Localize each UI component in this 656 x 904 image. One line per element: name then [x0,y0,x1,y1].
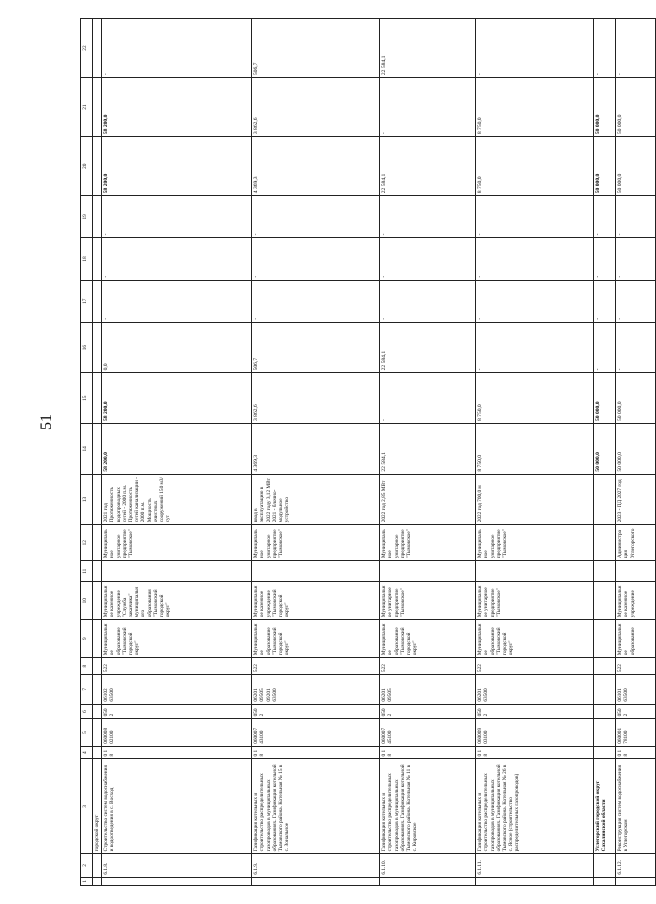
table-cell: 50 000,0 [594,373,616,424]
column-header: 21 [81,78,93,137]
table-cell [594,719,616,746]
table-cell: - [594,19,616,78]
table-cell [380,561,476,582]
table-cell: 050 2 [616,704,656,719]
table-cell: - [616,238,656,280]
table-cell: 522 [616,658,656,675]
column-header: 2 [81,854,93,877]
table-cell: - [102,238,252,280]
table-cell: 3 862,6 [252,373,380,424]
table-cell: 06201 09505 09201 63500 [252,675,380,705]
table-cell: - [252,238,380,280]
column-header: 19 [81,196,93,238]
column-header: 22 [81,19,93,78]
table-cell: 22 584,1 [380,19,476,78]
table-row [616,19,656,886]
table-cell: - [476,196,594,238]
table-cell: 50 000,0 [594,424,616,475]
table-cell: 6.1.9. [252,854,380,877]
table-cell: Газификация котельных и строительство распределительных газопроводов в муниципальных образованиях. Газификация котельной Тымовского района. Котельная № 11 в с. Кировское [380,759,476,854]
table-cell: - [616,280,656,322]
table-cell: - [616,19,656,78]
table-cell: Муниципальное образование "Тымовский городской округ" [252,620,380,658]
table-cell: - [380,373,476,424]
table-cell: Реконструкция систем водоснабжения в Углегорском [616,759,656,854]
table-cell: 50 000,0 [616,137,656,196]
table-cell: 06102 63500 [102,675,252,705]
table-cell: - [476,280,594,322]
table-cell [476,877,594,885]
column-header: 4 [81,746,93,759]
table-cell: Муниципальное образование "Тымовский городской округ" [102,620,252,658]
table-cell: Углегорский городской округ Сахалинской области [594,759,616,854]
table-cell: Муниципальное унитарное предприятие "Тымовское" [102,525,252,561]
table-cell: 506,7 [252,322,380,373]
table-cell [252,561,380,582]
table-body [102,19,656,886]
section-header-row [93,19,102,886]
table-cell: Газификация котельных и строительство распределительных газопроводов в муниципальных образованиях. Газификация котельной Тымовского района. Котельная № 26 в с. Ясное (строительство распределительных газопроводов) [476,759,594,854]
table-cell [594,561,616,582]
table-cell: 2022 год 2,85 МВт [380,474,476,525]
table-cell: 050 2 [102,704,252,719]
table-cell: Муниципальное унитарное предприятие "Тымовское" [380,525,476,561]
table-cell [594,854,616,877]
table-cell: 6.1.8. [102,854,252,877]
table-cell: 522 [476,658,594,675]
table-cell: - [476,322,594,373]
table-row [102,19,252,886]
table-cell: 58 200,0 [102,78,252,137]
column-header: 15 [81,373,93,424]
table-cell: - [102,19,252,78]
table-cell: 2021 год Протяженность водопроводных сетей - 2000 п.м. Протяженность сетей канализации - 2000 п.м. Мощность очистных сооружений 150 м3/сут [102,474,252,525]
table-cell: 0,0 [102,322,252,373]
table-cell [594,474,616,525]
column-header: 8 [81,658,93,675]
table-cell: 506,7 [252,19,380,78]
table-cell: 22 584,1 [380,137,476,196]
table-cell: - [380,78,476,137]
table-cell: - [380,196,476,238]
table-cell: 0 1 8 [616,746,656,759]
table-cell: - [476,19,594,78]
table-cell: Муниципальное казенное учреждение [616,582,656,620]
table-cell: 58 200,0 [102,137,252,196]
table-cell: 0 1 8 [476,746,594,759]
column-header: 10 [81,582,93,620]
column-header: 12 [81,525,93,561]
table-cell: 50 000,0 [594,78,616,137]
table-cell: 6.1.12. [616,854,656,877]
table-cell: ввод в эксплуатацию в 2022 году 3,12 МВт 2021 - блочно-модульное устройство [252,474,380,525]
table-cell: 050 2 [476,704,594,719]
table-cell: 2023 - ПД 2027 год [616,474,656,525]
table-cell: 0 1 8 [252,746,380,759]
table-cell: - [476,238,594,280]
table-cell [594,525,616,561]
table-cell: - [102,196,252,238]
table-cell: 06201 09505 [380,675,476,705]
table-cell: 58 200,0 [102,424,252,475]
table-cell [594,746,616,759]
table-cell: 0 1 8 [102,746,252,759]
table-cell: Муниципальное унитарное предприятие "Тымовское" [476,525,594,561]
column-number-row [81,19,93,886]
table-cell: Муниципальное унитарное предприятие "Тымовское" [380,582,476,620]
table-cell: 22 584,1 [380,322,476,373]
column-header: 5 [81,719,93,746]
table-cell: - [380,280,476,322]
table-cell: 0 1 8 [380,746,476,759]
table-cell: - [102,280,252,322]
column-header: 9 [81,620,93,658]
table-cell: 060009 03100 [476,719,594,746]
column-header: 18 [81,238,93,280]
table-cell: - [594,322,616,373]
table-cell [380,877,476,885]
column-header: 16 [81,322,93,373]
table-cell: - [594,196,616,238]
table-cell: 06201 63500 [476,675,594,705]
table-cell: 58 200,0 [102,373,252,424]
table-cell: 2022 год 700,0 м [476,474,594,525]
table-cell: 50 000,0 [594,137,616,196]
table-cell: 50 000,0 [616,424,656,475]
column-header: 14 [81,424,93,475]
table-cell: Газификация котельных и строительство распределительных газопроводов в муниципальных образованиях. Газификация котельной Тымовского района. Котельная № 15 в с. Зональное [252,759,380,854]
table-cell: Муниципальное казенное учреждение "Тымовский городской округ" [252,582,380,620]
table-cell: Муниципальное образование "Тымовский городской округ" [380,620,476,658]
table-cell: 060008 02100 [102,719,252,746]
column-header: 1 [81,877,93,885]
table-cell: 3 862,6 [252,78,380,137]
table-cell: 50 000,0 [616,373,656,424]
table-cell: 6.1.10. [380,854,476,877]
table-cell [616,877,656,885]
table-cell: 060001 78100 [616,719,656,746]
page-number: 51 [38,414,55,430]
table-cell [102,877,252,885]
table-cell: 6.1.11. [476,854,594,877]
table-row [380,19,476,886]
column-header: 20 [81,137,93,196]
column-header: 6 [81,704,93,719]
table-cell [476,561,594,582]
column-header: 13 [81,474,93,525]
table-cell [594,658,616,675]
table-cell: 522 [380,658,476,675]
table-cell: - [252,280,380,322]
section-title: городской округ [93,759,102,854]
data-table [80,18,656,886]
table-cell: Муниципальное унитарное предприятие "Тымовское" [252,525,380,561]
table-row [476,19,594,886]
table-cell: Администрация Углегорского [616,525,656,561]
table-cell [102,561,252,582]
table-cell: 050 2 [252,704,380,719]
column-header: 7 [81,675,93,705]
table-cell: Муниципальное образование "Тымовский городской округ" [476,620,594,658]
table-cell: 4 369,3 [252,424,380,475]
table-cell [594,877,616,885]
table-cell: 060007 45100 [380,719,476,746]
table-cell: Муниципальное образование [616,620,656,658]
table-cell: - [252,196,380,238]
table-cell: - [594,238,616,280]
table-cell: - [594,280,616,322]
table-cell: - [616,322,656,373]
table-row [594,19,616,886]
table-cell [252,877,380,885]
table-cell: 8 750,0 [476,78,594,137]
table-cell: - [380,238,476,280]
table-cell: 522 [252,658,380,675]
table-cell: 8 750,0 [476,137,594,196]
column-header: 17 [81,280,93,322]
table-cell [594,675,616,705]
table-cell: 050 2 [380,704,476,719]
table-cell: Строительство систем водоснабжения и водоотведения в с. Восход [102,759,252,854]
table-cell: 522 [102,658,252,675]
table-cell: Муниципальное унитарное предприятие "Тымовское" [476,582,594,620]
table-cell: 50 000,0 [616,78,656,137]
table-cell: 06101 63500 [616,675,656,705]
table-cell: 4 369,3 [252,137,380,196]
column-header: 11 [81,561,93,582]
table-cell: 22 584,1 [380,424,476,475]
column-header: 3 [81,759,93,854]
table-cell [594,620,616,658]
table-cell: Муниципальное казенное учреждение "Служба заказчика" муниципального образования "Тымовский городской округ" [102,582,252,620]
table-cell: 8 750,0 [476,373,594,424]
table-cell [616,561,656,582]
table-cell: 060007 43100 [252,719,380,746]
table-cell [594,582,616,620]
table-row [252,19,380,886]
table-cell: - [616,196,656,238]
table-cell: 8 750,0 [476,424,594,475]
rotated-table-wrapper [80,18,636,886]
table-cell [594,704,616,719]
